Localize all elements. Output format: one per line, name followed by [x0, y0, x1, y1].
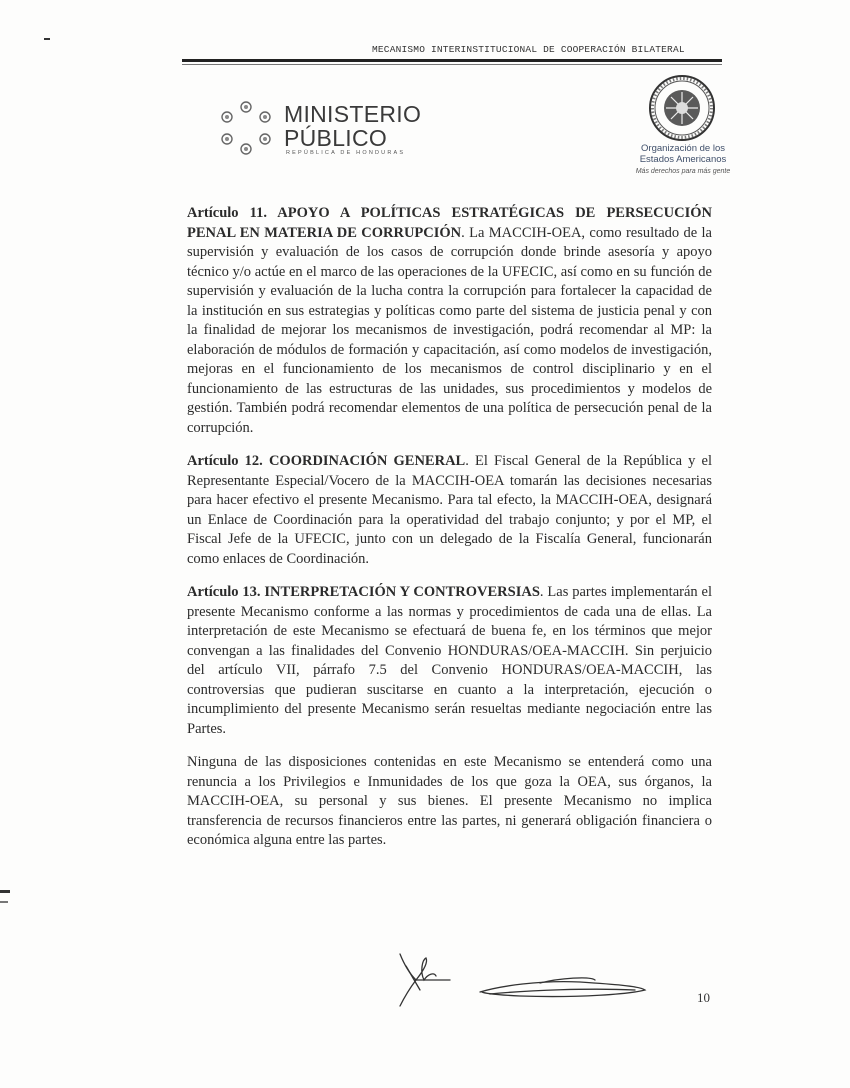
oas-name-line1: Organización de los: [641, 143, 725, 154]
oas-seal-icon: [648, 74, 716, 142]
ministerio-publico-name: [284, 102, 421, 150]
scan-mark: [44, 38, 50, 40]
article-12-text: . El Fiscal General de la República y el Representante Especial/Vocero de la MACCIH-OEA tomarán las decisiones necesarias para hacer efectivo el presente Mecanismo. Para tal efecto, la MACCIH-OEA, designará un Enlace de Coordinación para la operatividad del trabajo conjunto; y por el MP, el Fiscal Jefe de la UFECIC, junto con un delegado de la Fiscalía General, funcionarán como enlaces de Coordinación.: [187, 453, 713, 567]
oas-name: [626, 143, 740, 177]
scan-mark: [0, 901, 8, 903]
article-13-title: Artículo 13. INTERPRETACIÓN Y CONTROVERSIAS: [187, 584, 540, 600]
mp-name-line1: MINISTERIO: [284, 101, 422, 127]
running-header: MECANISMO INTERINSTITUCIONAL DE COOPERACIÓN BILATERAL: [372, 44, 685, 55]
article-12: [187, 452, 712, 569]
oas-slogan: Más derechos para más gente: [635, 168, 731, 175]
ministerio-publico-logo-icon: [217, 99, 275, 157]
article-13-text: . Las partes implementarán el presente Mecanismo conforme a las normas y procedimientos de cada una de ellas. La interpretación de este Mecanismo se efectuará de buena fe, en los términos que mejor convengan a las finalidades del Convenio HONDURAS/OEA-MACCIH. Sin perjuicio del artículo VII, párrafo 7.5 del Convenio HONDURAS/OEA-MACCIH, las controversias que pudieran suscitarse en cuanto a la interpretación, ejecución o incumplimiento del presente Mecanismo serán resueltas mediante negociación entre las Partes.: [187, 584, 712, 737]
scan-mark: [0, 890, 10, 893]
document-body: [187, 204, 712, 865]
oas-name-line2: Estados Americanos: [639, 154, 727, 165]
closing-paragraph: Ninguna de las disposiciones contenidas en este Mecanismo se entenderá como una renuncia a los Privilegios e Inmunidades de los que goza la OEA, sus órganos, la MACCIH-OEA, su personal y sus bienes. El presente Mecanismo no implica transferencia de recursos financieros entre las partes, ni generará obligación financiera o económica alguna entre las partes.: [187, 754, 712, 848]
article-11-text: . La MACCIH-OEA, como resultado de la supervisión y evaluación de los casos de corrupción donde brinde asesoría y apoyo técnico y/o actúe en el marco de las operaciones de la UFECIC, así como en su función de supervisión y evaluación de la lucha contra la corrupción para fortalecer la capacidad de la institución en sus estrategias y políticas como parte del sistema de justicia penal y con la finalidad de mejorar los mecanismos de investigación, podrá recomendar al MP: la elaboración de módulos de formación y capacitación, así como modelos de investigación, mejoras en el funcionamiento de los mecanismos de control disciplinario y en el funcionamiento de las estructuras de las unidades, sus procedimientos y modelos de gestión. También podrá recomendar elementos de una política de persecución penal de la corrupción.: [187, 224, 712, 436]
article-12-title: Artículo 12. COORDINACIÓN GENERAL: [187, 453, 466, 469]
mp-subtitle: REPÚBLICA DE HONDURAS: [286, 150, 406, 156]
page-number: 10: [697, 990, 710, 1005]
article-11: [187, 204, 712, 438]
article-13: [187, 583, 712, 739]
header-rule-thin: [182, 64, 722, 65]
header-rule: [182, 59, 722, 62]
article-11-title: Artículo 11. APOYO A POLÍTICAS ESTRATÉGICAS DE PERSECUCIÓN PENAL EN MATERIA DE CORRUPCIÓN: [187, 205, 712, 241]
mp-name-line2: PÚBLICO: [284, 125, 388, 151]
signatures-icon: [390, 950, 670, 1010]
